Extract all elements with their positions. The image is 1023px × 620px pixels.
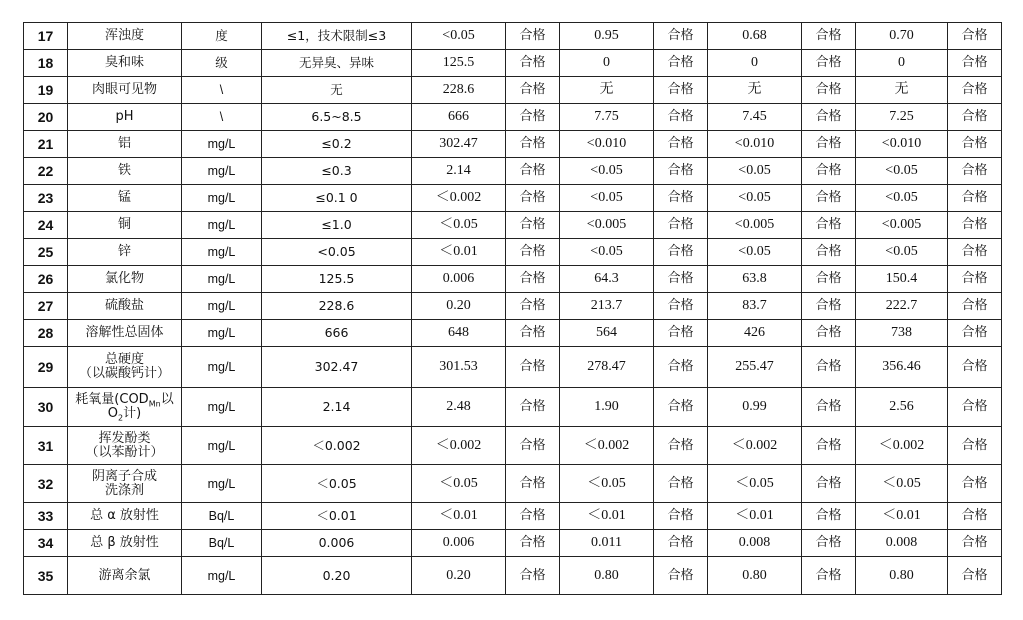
sample-2-result: 合格 [654,320,708,347]
sample-3-value: <0.010 [708,131,802,158]
sample-4-value: ＜0.002 [856,427,948,465]
sample-1-result: 合格 [506,185,560,212]
item-name [68,77,182,104]
sample-1-value: 648 [412,320,506,347]
sample-1-value: 125.5 [412,50,506,77]
unit-cell: 度 [182,23,262,50]
sample-2-value: 0.011 [560,530,654,557]
sample-2-value: ＜0.05 [560,465,654,503]
row-number: 28 [24,320,68,347]
sample-4-value: <0.05 [856,185,948,212]
sample-4-result: 合格 [948,293,1002,320]
sample-1-value: 0.006 [412,530,506,557]
item-name-line: $O_2$计) [107,406,142,423]
item-name [68,427,182,465]
sample-2-value: 1.90 [560,388,654,427]
sample-3-value: 7.45 [708,104,802,131]
table-row [24,530,1002,557]
sample-4-result: 合格 [948,50,1002,77]
sample-1-result: 合格 [506,77,560,104]
sample-2-result: 合格 [654,266,708,293]
row-number: 31 [24,427,68,465]
sample-4-result: 合格 [948,465,1002,503]
limit-cell: 0.006 [262,530,412,557]
limit-cell: 125.5 [262,266,412,293]
sample-2-value: <0.005 [560,212,654,239]
item-name-line: pH [115,109,134,124]
sample-1-result: 合格 [506,266,560,293]
table-row [24,320,1002,347]
sample-3-result: 合格 [802,158,856,185]
sample-3-result: 合格 [802,503,856,530]
sample-4-value: <0.05 [856,239,948,266]
sample-1-value: ＜0.01 [412,503,506,530]
sample-2-result: 合格 [654,158,708,185]
row-number: 26 [24,266,68,293]
sample-4-value: 0.80 [856,557,948,595]
table-row [24,388,1002,427]
limit-cell: ≤1，技术限制≤3 [262,23,412,50]
sample-3-result: 合格 [802,320,856,347]
sample-1-result: 合格 [506,347,560,388]
item-name [68,50,182,77]
sample-4-result: 合格 [948,503,1002,530]
sample-1-value: ＜0.05 [412,212,506,239]
unit-cell: 级 [182,50,262,77]
table-body [24,23,1002,595]
limit-cell: ≤0.1 0 [262,185,412,212]
limit-cell: 302.47 [262,347,412,388]
sample-1-value: 2.48 [412,388,506,427]
sample-4-result: 合格 [948,131,1002,158]
sample-1-result: 合格 [506,503,560,530]
sample-2-value: 0.95 [560,23,654,50]
sample-1-value: 0.20 [412,293,506,320]
sample-2-result: 合格 [654,557,708,595]
sample-2-value: 64.3 [560,266,654,293]
limit-cell: 2.14 [262,388,412,427]
sample-1-result: 合格 [506,23,560,50]
sample-3-value: 0.80 [708,557,802,595]
sample-1-value: ＜0.002 [412,185,506,212]
limit-cell: ≤0.3 [262,158,412,185]
item-name-line: （以苯酚计） [85,444,164,460]
unit-cell: mg/L [182,212,262,239]
sample-3-result: 合格 [802,50,856,77]
row-number: 30 [24,388,68,427]
sample-1-result: 合格 [506,293,560,320]
row-number: 19 [24,77,68,104]
sample-3-result: 合格 [802,293,856,320]
sample-2-value: 278.47 [560,347,654,388]
sample-1-value: 666 [412,104,506,131]
sample-2-result: 合格 [654,23,708,50]
sample-2-value: 564 [560,320,654,347]
sample-2-result: 合格 [654,503,708,530]
sample-2-value: <0.05 [560,239,654,266]
table-row [24,212,1002,239]
item-name-line: 铁 [117,163,131,178]
sample-2-result: 合格 [654,212,708,239]
sample-3-result: 合格 [802,131,856,158]
item-name-line: 锌 [117,244,131,259]
limit-cell: ＜0.002 [262,427,412,465]
sample-4-result: 合格 [948,23,1002,50]
sample-4-value: 2.56 [856,388,948,427]
sample-3-result: 合格 [802,185,856,212]
sample-2-result: 合格 [654,388,708,427]
row-number: 25 [24,239,68,266]
sample-3-result: 合格 [802,347,856,388]
sample-1-value: 302.47 [412,131,506,158]
row-number: 17 [24,23,68,50]
sample-4-result: 合格 [948,212,1002,239]
item-name-line: 总 β 放射性 [90,535,159,550]
sample-4-value: ＜0.05 [856,465,948,503]
sample-3-value: 63.8 [708,266,802,293]
unit-cell: Bq/L [182,503,262,530]
sample-2-value: 无 [560,77,654,104]
sample-3-value: ＜0.01 [708,503,802,530]
sample-3-value: 无 [708,77,802,104]
sample-2-value: <0.05 [560,185,654,212]
sample-2-result: 合格 [654,239,708,266]
sample-2-value: 0 [560,50,654,77]
table-row [24,503,1002,530]
sample-4-value: 7.25 [856,104,948,131]
table-row [24,158,1002,185]
row-number: 33 [24,503,68,530]
sample-1-result: 合格 [506,530,560,557]
item-name [68,503,182,530]
item-name [68,158,182,185]
sample-4-value: 356.46 [856,347,948,388]
item-name-line: （以碳酸钙计） [78,366,170,381]
sample-4-value: ＜0.01 [856,503,948,530]
sample-3-value: 0.99 [708,388,802,427]
unit-cell: Bq/L [182,530,262,557]
sample-3-result: 合格 [802,212,856,239]
limit-cell: <0.05 [262,239,412,266]
sample-1-value: 301.53 [412,347,506,388]
sample-3-result: 合格 [802,77,856,104]
sample-3-value: 0.008 [708,530,802,557]
limit-cell: 无异臭、异味 [262,50,412,77]
sample-4-value: <0.005 [856,212,948,239]
item-name-line: 肉眼可见物 [91,82,157,97]
item-name-line: 总硬度 [104,352,144,367]
sample-3-result: 合格 [802,239,856,266]
sample-1-result: 合格 [506,158,560,185]
sample-1-result: 合格 [506,104,560,131]
item-name-line: 耗氧量($COD_{Mn}$以 [75,392,174,409]
sample-1-result: 合格 [506,427,560,465]
item-name [68,185,182,212]
sample-4-result: 合格 [948,104,1002,131]
sample-4-value: <0.010 [856,131,948,158]
sample-3-value: <0.05 [708,239,802,266]
item-name [68,266,182,293]
item-name [68,388,182,427]
table-row [24,104,1002,131]
table-row [24,266,1002,293]
sample-3-result: 合格 [802,23,856,50]
row-number: 23 [24,185,68,212]
sample-2-result: 合格 [654,185,708,212]
item-name-line: 铜 [117,217,131,232]
sample-3-value: <0.05 [708,185,802,212]
row-number: 27 [24,293,68,320]
sample-1-value: <0.05 [412,23,506,50]
sample-4-result: 合格 [948,158,1002,185]
item-name [68,557,182,595]
limit-cell: 228.6 [262,293,412,320]
sample-4-value: 150.4 [856,266,948,293]
unit-cell: mg/L [182,388,262,427]
item-name [68,23,182,50]
sample-4-result: 合格 [948,427,1002,465]
table-row [24,77,1002,104]
row-number: 21 [24,131,68,158]
unit-cell: mg/L [182,131,262,158]
sample-3-result: 合格 [802,530,856,557]
row-number: 35 [24,557,68,595]
sample-1-value: 2.14 [412,158,506,185]
sample-1-value: ＜0.01 [412,239,506,266]
sample-3-value: 255.47 [708,347,802,388]
sample-1-result: 合格 [506,320,560,347]
limit-cell: ≤0.2 [262,131,412,158]
item-name-line: 硫酸盐 [104,298,144,313]
unit-cell: mg/L [182,465,262,503]
sample-3-value: <0.05 [708,158,802,185]
sample-2-result: 合格 [654,293,708,320]
item-name-line: 挥发酚类 [98,430,151,446]
sample-2-result: 合格 [654,50,708,77]
item-name [68,320,182,347]
water-quality-table [23,22,1002,595]
sample-4-value: 0.008 [856,530,948,557]
unit-cell: mg/L [182,239,262,266]
item-name-line: 锰 [117,190,131,205]
unit-cell: mg/L [182,185,262,212]
limit-cell: 6.5~8.5 [262,104,412,131]
item-name [68,530,182,557]
item-name [68,104,182,131]
sample-1-result: 合格 [506,131,560,158]
sample-4-result: 合格 [948,266,1002,293]
table-row [24,50,1002,77]
sample-4-value: <0.05 [856,158,948,185]
item-name [68,212,182,239]
item-name-line: 臭和味 [104,55,144,70]
table-row [24,427,1002,465]
sample-2-result: 合格 [654,347,708,388]
unit-cell: \ [182,104,262,131]
sample-4-result: 合格 [948,347,1002,388]
sample-3-value: <0.005 [708,212,802,239]
unit-cell: mg/L [182,557,262,595]
sample-4-value: 0 [856,50,948,77]
row-number: 34 [24,530,68,557]
unit-cell: mg/L [182,158,262,185]
sample-4-result: 合格 [948,239,1002,266]
row-number: 32 [24,465,68,503]
limit-cell: 无 [262,77,412,104]
unit-cell: \ [182,77,262,104]
sample-3-value: 0 [708,50,802,77]
unit-cell: mg/L [182,347,262,388]
sample-3-result: 合格 [802,104,856,131]
sample-1-value: ＜0.05 [412,465,506,503]
table-row [24,23,1002,50]
sample-3-result: 合格 [802,427,856,465]
unit-cell: mg/L [182,293,262,320]
unit-cell: mg/L [182,320,262,347]
sample-2-result: 合格 [654,427,708,465]
sample-4-value: 0.70 [856,23,948,50]
sample-2-result: 合格 [654,104,708,131]
sample-1-result: 合格 [506,239,560,266]
item-name [68,293,182,320]
sample-3-value: ＜0.002 [708,427,802,465]
sample-1-result: 合格 [506,212,560,239]
limit-cell: ≤1.0 [262,212,412,239]
table-row [24,185,1002,212]
sample-1-value: ＜0.002 [412,427,506,465]
unit-cell: mg/L [182,266,262,293]
row-number: 20 [24,104,68,131]
row-number: 18 [24,50,68,77]
sample-4-value: 222.7 [856,293,948,320]
sample-4-result: 合格 [948,388,1002,427]
row-number: 24 [24,212,68,239]
table-row [24,293,1002,320]
sample-2-value: <0.05 [560,158,654,185]
sample-1-result: 合格 [506,388,560,427]
table-row [24,465,1002,503]
sample-2-value: ＜0.01 [560,503,654,530]
sample-3-result: 合格 [802,557,856,595]
sample-3-value: 0.68 [708,23,802,50]
unit-cell: mg/L [182,427,262,465]
sample-4-result: 合格 [948,557,1002,595]
table-row [24,557,1002,595]
table-row [24,347,1002,388]
sample-1-result: 合格 [506,50,560,77]
item-name-line: 铝 [117,136,131,151]
item-name-line: 浑浊度 [104,28,144,43]
row-number: 22 [24,158,68,185]
limit-cell: 0.20 [262,557,412,595]
sample-3-result: 合格 [802,465,856,503]
sample-1-result: 合格 [506,557,560,595]
table-row [24,239,1002,266]
item-name-line: 洗涤剂 [104,482,144,498]
sample-4-result: 合格 [948,320,1002,347]
sample-2-value: 7.75 [560,104,654,131]
item-name [68,131,182,158]
sample-3-result: 合格 [802,266,856,293]
sample-3-value: ＜0.05 [708,465,802,503]
sample-1-value: 0.006 [412,266,506,293]
sample-2-result: 合格 [654,530,708,557]
limit-cell: ＜0.01 [262,503,412,530]
sample-2-result: 合格 [654,131,708,158]
sample-1-value: 0.20 [412,557,506,595]
item-name-line: 氯化物 [104,271,144,286]
limit-cell: ＜0.05 [262,465,412,503]
sample-1-result: 合格 [506,465,560,503]
item-name [68,465,182,503]
sample-3-result: 合格 [802,388,856,427]
sample-4-result: 合格 [948,77,1002,104]
limit-cell: 666 [262,320,412,347]
item-name-line: 溶解性总固体 [85,325,164,340]
sample-2-value: <0.010 [560,131,654,158]
row-number: 29 [24,347,68,388]
sample-4-value: 738 [856,320,948,347]
sample-3-value: 426 [708,320,802,347]
table-row [24,131,1002,158]
sample-3-value: 83.7 [708,293,802,320]
sample-2-value: 0.80 [560,557,654,595]
sample-2-value: ＜0.002 [560,427,654,465]
sample-2-result: 合格 [654,465,708,503]
item-name-line: 游离余氯 [98,567,151,583]
item-name [68,347,182,388]
sample-2-value: 213.7 [560,293,654,320]
sample-4-result: 合格 [948,530,1002,557]
item-name [68,239,182,266]
sample-4-result: 合格 [948,185,1002,212]
item-name-line: 总 α 放射性 [90,508,159,523]
sample-1-value: 228.6 [412,77,506,104]
sample-4-value: 无 [856,77,948,104]
item-name-line: 阴离子合成 [91,468,157,484]
sample-2-result: 合格 [654,77,708,104]
